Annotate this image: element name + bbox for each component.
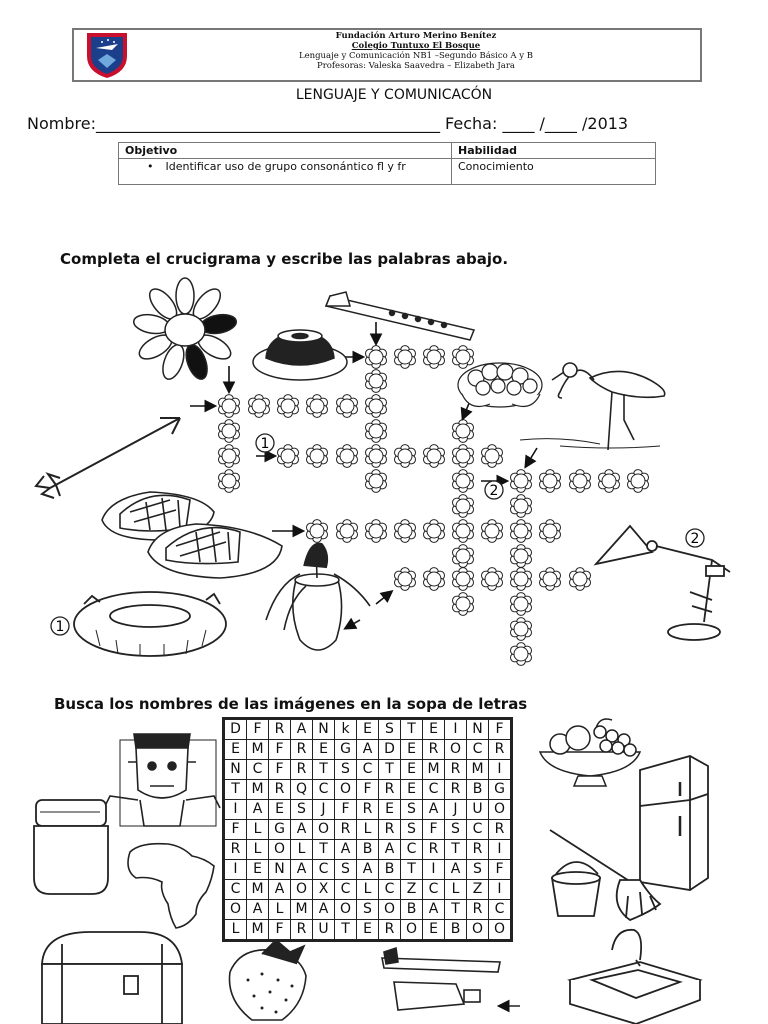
foundation-name: Fundación Arturo Merino Benítez: [335, 31, 497, 41]
word-search-cell[interactable]: F: [423, 820, 445, 840]
crossword-cell[interactable]: [337, 520, 358, 543]
word-search-row: [224, 740, 512, 760]
crossword-cell[interactable]: [511, 593, 532, 616]
word-search-cell[interactable]: A: [423, 800, 445, 820]
crossword-cell[interactable]: [424, 568, 445, 591]
word-search-cell[interactable]: O: [445, 740, 467, 760]
word-search-cell[interactable]: D: [379, 740, 401, 760]
word-search-row: [224, 800, 512, 820]
word-search-cell[interactable]: R: [379, 920, 401, 941]
word-search-row: [224, 780, 512, 800]
word-search-row: [224, 760, 512, 780]
objective-header: Objetivo: [119, 143, 452, 159]
crossword-cell[interactable]: [424, 520, 445, 543]
crossword-cell[interactable]: [453, 593, 474, 616]
word-search-cell[interactable]: R: [291, 760, 313, 780]
crossword-cell[interactable]: [511, 470, 532, 493]
label-1-crossword: 1: [260, 436, 270, 452]
word-search-cell[interactable]: B: [401, 900, 423, 920]
flute-icon: [326, 292, 474, 340]
word-search-cell[interactable]: N: [313, 719, 335, 740]
word-search-cell[interactable]: E: [423, 719, 445, 740]
word-search-cell[interactable]: C: [401, 840, 423, 860]
word-search-cell[interactable]: C: [313, 780, 335, 800]
label-2-lamp: 2: [690, 531, 700, 547]
crossword-cell[interactable]: [366, 470, 387, 493]
crossword-cell[interactable]: [511, 495, 532, 518]
word-search-cell[interactable]: A: [313, 900, 335, 920]
word-search-cell[interactable]: R: [379, 780, 401, 800]
word-search-cell[interactable]: R: [445, 780, 467, 800]
crossword-cell[interactable]: [395, 520, 416, 543]
label-1-float: 1: [55, 619, 65, 635]
word-search-cell[interactable]: O: [379, 900, 401, 920]
float-ring-icon: [74, 592, 226, 656]
word-search-cell[interactable]: R: [467, 900, 489, 920]
crossword-cell[interactable]: [599, 470, 620, 493]
word-search-cell[interactable]: J: [445, 800, 467, 820]
word-search-cell[interactable]: C: [247, 760, 269, 780]
crossword-cell[interactable]: [424, 346, 445, 369]
word-search-cell[interactable]: A: [291, 860, 313, 880]
word-search-cell[interactable]: U: [467, 800, 489, 820]
word-search-cell[interactable]: C: [357, 760, 379, 780]
crossword-cell[interactable]: [540, 520, 561, 543]
bullet-icon: •: [147, 160, 154, 173]
crossword-cell[interactable]: [453, 520, 474, 543]
word-search-cell[interactable]: A: [423, 900, 445, 920]
crossword-cell[interactable]: [511, 520, 532, 543]
word-search-cell[interactable]: B: [357, 840, 379, 860]
word-search-cell[interactable]: E: [401, 760, 423, 780]
word-search-cell[interactable]: O: [335, 780, 357, 800]
word-search-cell[interactable]: C: [313, 860, 335, 880]
crossword-cell[interactable]: [511, 618, 532, 641]
crossword-cell[interactable]: [540, 568, 561, 591]
crossword-cell[interactable]: [570, 568, 591, 591]
word-search-cell[interactable]: E: [313, 740, 335, 760]
word-search-cell[interactable]: T: [445, 900, 467, 920]
crossword-cell[interactable]: [511, 568, 532, 591]
word-search-row: [224, 820, 512, 840]
word-search-cell[interactable]: C: [489, 900, 512, 920]
word-search-cell[interactable]: A: [445, 860, 467, 880]
word-search-cell[interactable]: E: [357, 719, 379, 740]
word-search-cell[interactable]: E: [224, 740, 247, 760]
crossword-cell[interactable]: [219, 395, 240, 418]
kitchen-sink-icon: [570, 930, 700, 1024]
word-search-cell[interactable]: A: [357, 740, 379, 760]
crossword-cell[interactable]: [395, 568, 416, 591]
word-search-row: [224, 900, 512, 920]
word-search-cell[interactable]: O: [489, 800, 512, 820]
word-search-cell[interactable]: F: [269, 740, 291, 760]
crossword-cell[interactable]: [511, 545, 532, 568]
teachers-line: Profesoras: Valeska Saavedra – Elizabeth Jara: [317, 61, 515, 71]
word-search-cell[interactable]: C: [423, 880, 445, 900]
crossword-cell[interactable]: [453, 445, 474, 468]
word-search-cell[interactable]: M: [291, 900, 313, 920]
word-search-cell[interactable]: M: [423, 760, 445, 780]
word-search-cell[interactable]: M: [247, 780, 269, 800]
arrow-icon: [36, 418, 180, 498]
word-search-cell[interactable]: A: [247, 800, 269, 820]
word-search-cell[interactable]: I: [224, 860, 247, 880]
skill-header: Habilidad: [452, 143, 656, 159]
word-search-cell[interactable]: T: [335, 920, 357, 941]
word-search-cell[interactable]: R: [423, 840, 445, 860]
word-search-row: [224, 920, 512, 941]
word-search-cell[interactable]: A: [247, 900, 269, 920]
crossword-cell[interactable]: [366, 370, 387, 393]
word-search-cell[interactable]: S: [379, 719, 401, 740]
word-search-cell[interactable]: I: [224, 800, 247, 820]
crossword-cell[interactable]: [453, 568, 474, 591]
crossword-cell[interactable]: [453, 470, 474, 493]
toothpaste-icon: [382, 948, 520, 1010]
cauliflower-icon: [458, 363, 542, 407]
crossword-cell[interactable]: [307, 445, 328, 468]
crossword-cell[interactable]: [395, 445, 416, 468]
crossword-cell[interactable]: [307, 520, 328, 543]
word-search-grid[interactable]: [222, 717, 513, 942]
word-search-cell[interactable]: S: [357, 900, 379, 920]
word-search-cell[interactable]: A: [291, 820, 313, 840]
crossword-cell[interactable]: [482, 568, 503, 591]
word-search-cell[interactable]: O: [291, 880, 313, 900]
crossword-cell[interactable]: [337, 445, 358, 468]
word-search-cell[interactable]: N: [269, 860, 291, 880]
word-search-cell[interactable]: F: [489, 719, 512, 740]
objective-text: Identificar uso de grupo consonántico fl y fr: [165, 160, 406, 173]
word-search-cell[interactable]: L: [269, 900, 291, 920]
crossword-cell[interactable]: [424, 445, 445, 468]
refrigerator-icon: [640, 756, 708, 890]
word-search-cell[interactable]: I: [489, 840, 512, 860]
word-search-cell[interactable]: O: [489, 920, 512, 941]
word-search-cell[interactable]: A: [357, 860, 379, 880]
word-search-row: [224, 860, 512, 880]
crossword-cell[interactable]: [219, 420, 240, 443]
word-search-cell[interactable]: C: [467, 820, 489, 840]
word-search-cell[interactable]: E: [401, 780, 423, 800]
page-title: LENGUAJE Y COMUNICACÓN: [295, 87, 493, 103]
word-search-cell[interactable]: A: [269, 880, 291, 900]
slippers-icon: [102, 492, 282, 578]
crossword-cell[interactable]: [453, 420, 474, 443]
word-search-cell[interactable]: G: [269, 820, 291, 840]
word-search-cell[interactable]: R: [291, 920, 313, 941]
word-search-cell[interactable]: E: [423, 920, 445, 941]
word-search-cell[interactable]: T: [379, 760, 401, 780]
word-search-cell[interactable]: S: [445, 820, 467, 840]
daisy-flower-icon: [132, 278, 238, 382]
word-search-cell[interactable]: R: [467, 840, 489, 860]
word-search-cell[interactable]: M: [467, 760, 489, 780]
flan-dessert-icon: [253, 330, 347, 380]
treasure-chest-icon: [42, 932, 182, 1024]
word-search-cell[interactable]: I: [423, 860, 445, 880]
word-search-cell[interactable]: I: [489, 760, 512, 780]
word-search-cell[interactable]: R: [335, 820, 357, 840]
word-search-cell[interactable]: F: [247, 719, 269, 740]
word-search-cell[interactable]: Z: [467, 880, 489, 900]
crossword-cell[interactable]: [482, 520, 503, 543]
crossword-cell[interactable]: [453, 545, 474, 568]
word-search-cell[interactable]: L: [357, 820, 379, 840]
word-search-cell[interactable]: F: [269, 760, 291, 780]
crossword-cell[interactable]: [366, 346, 387, 369]
word-search-cell[interactable]: O: [269, 840, 291, 860]
word-search-cell[interactable]: R: [379, 820, 401, 840]
crossword-cell[interactable]: [570, 470, 591, 493]
crossword-cell[interactable]: [366, 420, 387, 443]
word-search-cell[interactable]: C: [467, 740, 489, 760]
word-search-cell[interactable]: E: [269, 800, 291, 820]
word-search-cell[interactable]: A: [291, 719, 313, 740]
word-search-cell[interactable]: R: [489, 740, 512, 760]
word-search-cell[interactable]: D: [224, 719, 247, 740]
crossword-cell[interactable]: [395, 346, 416, 369]
word-search-cell[interactable]: S: [291, 800, 313, 820]
word-search-cell[interactable]: R: [357, 800, 379, 820]
flower-vase-icon: [266, 543, 370, 650]
word-search-cell[interactable]: S: [335, 860, 357, 880]
word-search-cell[interactable]: O: [335, 900, 357, 920]
crossword-cell[interactable]: [219, 445, 240, 468]
word-search-cell[interactable]: R: [489, 820, 512, 840]
word-search-cell[interactable]: B: [445, 920, 467, 941]
word-search-cell[interactable]: k: [335, 719, 357, 740]
crossword-cell[interactable]: [511, 643, 532, 666]
word-search-cell[interactable]: T: [401, 719, 423, 740]
word-search-row: [224, 719, 512, 740]
word-search-cell[interactable]: F: [357, 780, 379, 800]
word-search-cell[interactable]: F: [335, 800, 357, 820]
crossword-cell[interactable]: [453, 346, 474, 369]
word-search-row: [224, 880, 512, 900]
word-search-cell[interactable]: F: [489, 860, 512, 880]
word-search-cell[interactable]: J: [313, 800, 335, 820]
word-search-cell[interactable]: N: [467, 719, 489, 740]
word-search-cell[interactable]: F: [269, 920, 291, 941]
word-search-cell[interactable]: T: [401, 860, 423, 880]
word-search-cell[interactable]: T: [445, 840, 467, 860]
word-search-cell[interactable]: N: [224, 760, 247, 780]
word-search-cell[interactable]: A: [379, 840, 401, 860]
word-search-cell[interactable]: C: [423, 780, 445, 800]
word-search-cell[interactable]: O: [401, 920, 423, 941]
word-search-cell[interactable]: L: [357, 880, 379, 900]
crossword-cell[interactable]: [540, 470, 561, 493]
word-search-instruction: Busca los nombres de las imágenes en la sopa de letras: [54, 695, 528, 713]
word-search-cell[interactable]: Q: [291, 780, 313, 800]
crossword-cell[interactable]: [278, 395, 299, 418]
word-search-cell[interactable]: B: [379, 860, 401, 880]
word-search-cell[interactable]: M: [247, 880, 269, 900]
word-search-cell[interactable]: R: [224, 840, 247, 860]
frankenstein-icon: [104, 734, 220, 826]
crossword-grid[interactable]: [219, 346, 649, 666]
word-search-cell[interactable]: L: [247, 840, 269, 860]
word-search-cell[interactable]: I: [445, 719, 467, 740]
crossword-cell[interactable]: [219, 470, 240, 493]
word-search-cell[interactable]: S: [335, 760, 357, 780]
crossword-cell[interactable]: [337, 395, 358, 418]
word-search-cell[interactable]: R: [269, 719, 291, 740]
word-search-cell[interactable]: T: [224, 780, 247, 800]
desk-lamp-icon: [596, 526, 730, 640]
word-search-cell[interactable]: C: [335, 880, 357, 900]
name-date-line[interactable]: Nombre:___________________________________________ Fecha: ____ /____ /2013: [27, 114, 629, 133]
word-search-cell[interactable]: T: [313, 760, 335, 780]
word-search-cell[interactable]: R: [423, 740, 445, 760]
word-search-cell[interactable]: S: [467, 860, 489, 880]
word-search-cell[interactable]: L: [445, 880, 467, 900]
crossword-cell[interactable]: [453, 495, 474, 518]
crossword-cell[interactable]: [482, 445, 503, 468]
crossword-cell[interactable]: [366, 520, 387, 543]
word-search-cell[interactable]: E: [401, 740, 423, 760]
word-search-cell[interactable]: E: [379, 800, 401, 820]
jar-icon: [34, 800, 108, 894]
word-search-cell[interactable]: A: [335, 840, 357, 860]
word-search-cell[interactable]: G: [489, 780, 512, 800]
word-search-cell[interactable]: O: [467, 920, 489, 941]
skill-cell: Conocimiento: [452, 159, 656, 185]
word-search-cell[interactable]: E: [247, 860, 269, 880]
word-search-cell[interactable]: L: [291, 840, 313, 860]
word-search-cell[interactable]: R: [269, 780, 291, 800]
crossword-instruction: Completa el crucigrama y escribe las palabras abajo.: [60, 250, 509, 268]
word-search-cell[interactable]: T: [313, 840, 335, 860]
word-search-cell[interactable]: G: [335, 740, 357, 760]
course-name: Lenguaje y Comunicación NB1 –Segundo Básico A y B: [298, 51, 534, 61]
crossword-cell[interactable]: [366, 395, 387, 418]
label-2-crossword: 2: [489, 483, 499, 499]
flamingo-icon: [520, 363, 665, 450]
word-search-cell[interactable]: L: [247, 820, 269, 840]
word-search-cell[interactable]: C: [224, 880, 247, 900]
school-name: Colegio Tuntuxo El Bosque: [351, 41, 481, 51]
word-search-cell[interactable]: M: [247, 740, 269, 760]
word-search-cell[interactable]: O: [224, 900, 247, 920]
fruit-bowl-icon: [540, 719, 640, 786]
crossword-cell[interactable]: [628, 470, 649, 493]
word-search-cell[interactable]: R: [445, 760, 467, 780]
word-search-cell[interactable]: M: [247, 920, 269, 941]
crossword-cell[interactable]: [249, 395, 270, 418]
word-search-cell[interactable]: C: [379, 880, 401, 900]
word-search-cell[interactable]: U: [313, 920, 335, 941]
crossword-cell[interactable]: [307, 395, 328, 418]
word-search-cell[interactable]: F: [224, 820, 247, 840]
word-search-cell[interactable]: O: [313, 820, 335, 840]
word-search-cell[interactable]: Z: [401, 880, 423, 900]
word-search-cell[interactable]: S: [401, 800, 423, 820]
word-search-cell[interactable]: I: [489, 880, 512, 900]
africa-map-icon: [128, 844, 214, 928]
word-search-row: [224, 840, 512, 860]
word-search-cell[interactable]: E: [357, 920, 379, 941]
word-search-cell[interactable]: L: [224, 920, 247, 941]
word-search-cell[interactable]: B: [467, 780, 489, 800]
crossword-cell[interactable]: [278, 445, 299, 468]
crossword-cell[interactable]: [366, 445, 387, 468]
strawberry-icon: [229, 940, 306, 1020]
word-search-cell[interactable]: R: [291, 740, 313, 760]
word-search-cell[interactable]: X: [313, 880, 335, 900]
word-search-cell[interactable]: S: [401, 820, 423, 840]
